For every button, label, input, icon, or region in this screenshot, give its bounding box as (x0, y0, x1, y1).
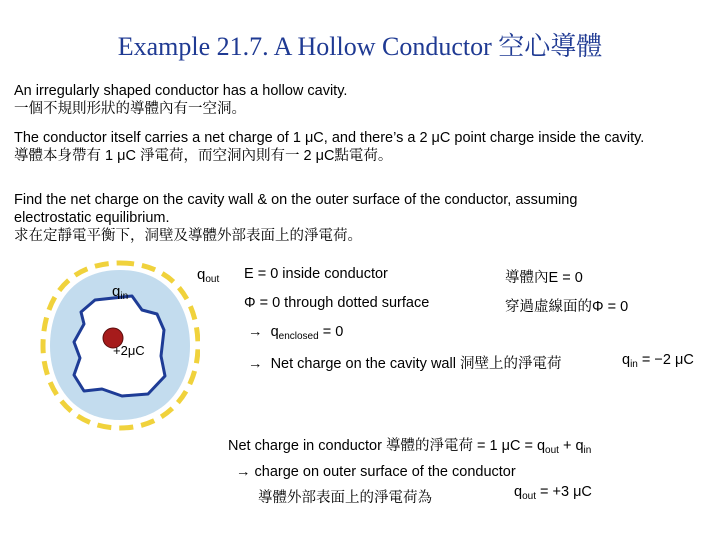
e-inside-zh: 導體內E = 0 (505, 270, 583, 286)
intro-block (14, 82, 347, 118)
charges-en: The conductor itself carries a net charge of 1 μC, and there’s a 2 μC point charge inside the cavity. (14, 130, 645, 146)
question-block (14, 191, 577, 245)
e-inside-text: E = 0 inside conductor (244, 266, 388, 282)
outer-charge-zh: 導體外部表面上的淨電荷為 (258, 490, 432, 506)
flux-text: Φ = 0 through dotted surface (244, 295, 430, 311)
arrow-icon: → (248, 324, 263, 340)
q-out-label: $q_{out}$ (197, 266, 220, 285)
charges-block (14, 129, 644, 165)
question-en-1: Find the net charge on the cavity wall & on the outer surface of the conductor, assuming (14, 192, 578, 208)
intro-en: An irregularly shaped conductor has a hollow cavity. (14, 83, 348, 99)
outer-charge-line: → charge on outer surface of the conductor (236, 464, 516, 480)
q-enclosed-line: → $q_{enclosed} = 0$ (248, 324, 344, 342)
intro-zh: 一個不規則形狀的導體內有一空洞。 (14, 101, 246, 117)
question-en-2: electrostatic equilibrium. (14, 210, 170, 226)
net-charge-line: Net charge in conductor 導體的淨電荷 = 1 $\mu C = q_{out} + q_{in}$ (228, 438, 592, 456)
point-charge-label: +2μC (113, 343, 145, 358)
q-in-label: $q_{in}$ (112, 283, 129, 302)
flux-zh: 穿過虛線面的Φ = 0 (505, 299, 629, 315)
arrow-icon: → (236, 464, 251, 480)
charges-zh: 導體本身帶有 1 μC 淨電荷，而空洞內則有一 2 μC點電荷。 (14, 148, 393, 164)
cavity-charge-result: $q_{in} = -2$ μC (622, 352, 694, 370)
question-zh: 求在定靜電平衡下，洞壁及導體外部表面上的淨電荷。 (14, 228, 362, 244)
outer-charge-result: $q_{out} = +3$ μC (514, 484, 592, 502)
cavity-charge-line: → Net charge on the cavity wall 洞壁上的淨電荷 (248, 356, 562, 372)
page-title: Example 21.7. A Hollow Conductor 空心導體 (117, 32, 603, 61)
arrow-icon: → (248, 356, 263, 372)
